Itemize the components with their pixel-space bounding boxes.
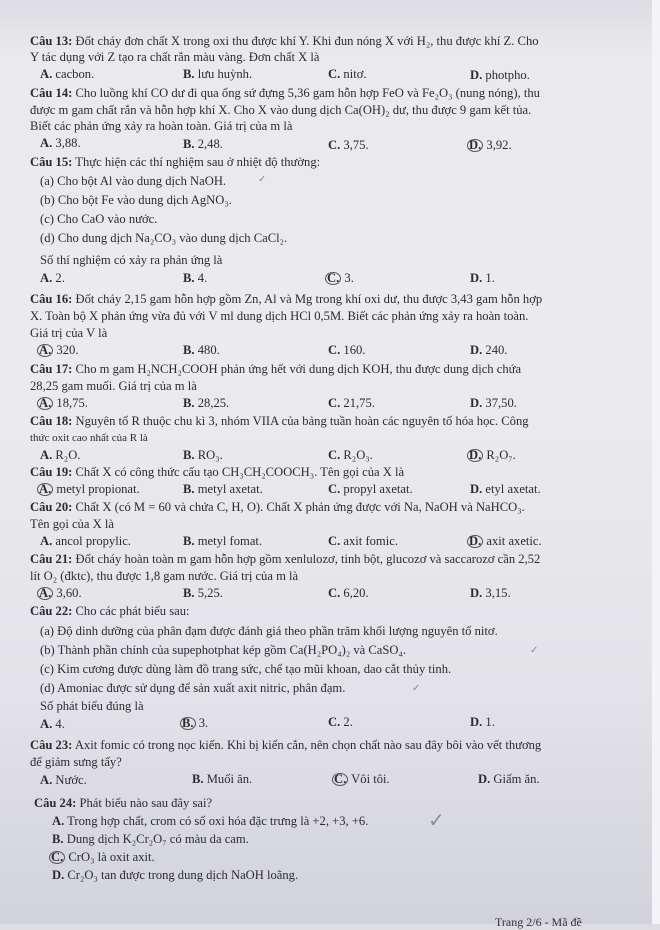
option-d: D. 1. xyxy=(470,271,495,285)
statement-b: (b) Thành phần chính của supephotphat kép gồm Ca(H₂PO₄)₂ và CaSO₄. xyxy=(40,643,407,657)
option-a: A. 2. xyxy=(40,271,65,285)
statement-c: (c) Cho CaO vào nước. xyxy=(40,212,158,226)
question-15-line: Câu 15: Thực hiện các thí nghiệm sau ở nhiệt độ thường: xyxy=(30,155,321,169)
question-23-line: để giảm sưng tấy? xyxy=(30,755,122,769)
option-b: B. metyl fomat. xyxy=(183,534,263,548)
option-c: C. 160. xyxy=(328,343,366,357)
question-20-line: Tên gọi của X là xyxy=(30,517,114,531)
question-18-line: Câu 18: Nguyên tố R thuộc chu kì 3, nhóm VIIA của bảng tuần hoàn các nguyên tố hóa học. Công xyxy=(30,414,529,428)
option-a: A. Trong hợp chất, crom có số oxi hóa đặc trưng là +2, +3, +6. xyxy=(52,814,369,828)
option-c-selected: C. 3. xyxy=(327,271,354,285)
option-d: D. etyl axetat. xyxy=(470,482,541,496)
question-16-line: X. Toàn bộ X phản ứng vừa đủ với V ml dung dịch HCl 0,5M. Biết các phản ứng xảy ra hoàn toàn. xyxy=(30,309,529,323)
option-d: D. 240. xyxy=(470,343,508,357)
option-b: B. metyl axetat. xyxy=(183,482,263,496)
option-b: B. RO₃. xyxy=(183,448,223,462)
option-b-selected: B. 3. xyxy=(182,716,209,730)
question-20-line: Câu 20: Chất X (có M = 60 và chứa C, H, O). Chất X phản ứng được với Na, NaOH và NaHCO₃. xyxy=(30,500,525,514)
question-18-line: thức oxit cao nhất của R là xyxy=(30,432,148,444)
option-c: C. R₂O₃. xyxy=(328,448,373,462)
option-b: B. 4. xyxy=(183,271,208,285)
option-b: B. Dung dịch K₂Cr₂O₇ có màu da cam. xyxy=(52,832,249,846)
question-19-line: Câu 19: Chất X có công thức cấu tạo CH₃CH₂COOCH₃. Tên gọi của X là xyxy=(30,465,405,479)
option-b: B. Muối ăn. xyxy=(192,772,253,786)
option-d: D. Giấm ăn. xyxy=(478,772,540,786)
question-16-line: Câu 16: Đốt cháy 2,15 gam hỗn hợp gồm Zn, Al và Mg trong khí oxi dư, thu được 3,43 gam hỗn hợp xyxy=(30,292,543,306)
option-a-selected: A. 18,75. xyxy=(39,396,88,410)
option-d-selected: D. axit axetic. xyxy=(469,534,542,548)
option-b: B. 2,48. xyxy=(183,137,223,151)
option-c: C. 21,75. xyxy=(328,396,375,410)
question-17-line: Câu 17: Cho m gam H₂NCH₂COOH phản ứng hết với dung dịch KOH, thu được dung dịch chứa xyxy=(30,362,522,376)
question-24-line: Câu 24: Phát biểu nào sau đây sai? xyxy=(34,796,213,810)
option-b: B. 28,25. xyxy=(183,396,230,410)
option-b: B. lưu huỳnh. xyxy=(183,67,253,81)
question-21-line: Câu 21: Đốt cháy hoàn toàn m gam hỗn hợp gồm xenlulozơ, tinh bột, glucozơ và saccarozơ cần 2,52 xyxy=(30,552,541,566)
check-mark-icon: ✓ xyxy=(530,645,539,656)
option-c-selected: C. CrO₃ là oxit axit. xyxy=(51,850,155,864)
option-c: C. propyl axetat. xyxy=(328,482,413,496)
statement-d: (d) Amoniac được sử dụng để sản xuất axit nitric, phân đạm. xyxy=(40,681,346,695)
option-a: A. ancol propylic. xyxy=(40,534,131,548)
question-17-line: 28,25 gam muối. Giá trị của m là xyxy=(30,379,197,393)
option-d-selected: D. 3,92. xyxy=(469,138,512,152)
option-a: A. 4. xyxy=(40,717,65,731)
option-c: C. 3,75. xyxy=(328,138,369,152)
option-d: D. Cr₂O₃ tan được trong dung dịch NaOH loãng. xyxy=(52,868,299,882)
statement-a: (a) Cho bột Al vào dung dịch NaOH. xyxy=(40,174,227,188)
option-c: C. axit fomic. xyxy=(328,534,398,548)
statement-c: (c) Kim cương được dùng làm đồ trang sức, chế tạo mũi khoan, dao cắt thủy tinh. xyxy=(40,662,452,676)
statement-d: (d) Cho dung dịch Na₂CO₃ vào dung dịch CaCl₂. xyxy=(40,231,288,245)
question-13-line: Câu 13: Đốt cháy đơn chất X trong oxi thu được khí Y. Khi đun nóng X với H₂, thu được khí Z. Cho xyxy=(30,34,539,48)
question-23-line: Câu 23: Axit fomic có trong nọc kiến. Khi bị kiến cắn, nên chọn chất nào sau đây bôi vào vết thương xyxy=(30,738,542,752)
option-b: B. 480. xyxy=(183,343,220,357)
option-d: D. 37,50. xyxy=(470,396,517,410)
option-d: D. 1. xyxy=(470,715,495,729)
statement-a: (a) Độ dinh dưỡng của phân đạm được đánh giá theo phần trăm khối lượng nguyên tố nitơ. xyxy=(40,624,498,638)
option-a-selected: A. 3,60. xyxy=(39,586,82,600)
paper-edge xyxy=(652,0,660,924)
option-a: A. 3,88. xyxy=(40,136,81,150)
check-mark-icon: ✓ xyxy=(428,808,445,832)
question-prompt: Số phát biểu đúng là xyxy=(40,699,144,713)
check-mark-icon: ✓ xyxy=(258,174,267,185)
option-c: C. 6,20. xyxy=(328,586,369,600)
question-22-line: Câu 22: Cho các phát biểu sau: xyxy=(30,604,190,618)
check-mark-icon: ✓ xyxy=(412,683,421,694)
option-d-selected: D. R₂O₇. xyxy=(469,448,516,462)
statement-b: (b) Cho bột Fe vào dung dịch AgNO₃. xyxy=(40,193,232,207)
option-b: B. 5,25. xyxy=(183,586,223,600)
option-a: A. cacbon. xyxy=(40,67,95,81)
question-13-line: Y tác dụng với Z tạo ra chất rắn màu vàng. Đơn chất X là xyxy=(30,50,320,64)
question-21-line: lít O₂ (đktc), thu được 1,8 gam nước. Giá trị của m là xyxy=(30,569,299,583)
option-a-selected: A. 320. xyxy=(39,343,79,357)
option-d: D. photpho. xyxy=(470,68,530,82)
option-d: D. 3,15. xyxy=(470,586,511,600)
option-a: A. R₂O. xyxy=(40,448,81,462)
question-prompt: Số thí nghiệm có xảy ra phản ứng là xyxy=(40,253,223,267)
question-14-line: Câu 14: Cho luồng khí CO dư đi qua ống sứ đựng 5,36 gam hỗn hợp FeO và Fe₂O₃ (nung nóng), thu xyxy=(30,86,540,100)
option-c: C. 2. xyxy=(328,715,353,729)
option-c: C. nitơ. xyxy=(328,67,367,81)
option-a: A. Nước. xyxy=(40,773,87,787)
page-footer: Trang 2/6 - Mã đề xyxy=(495,915,582,929)
question-16-line: Giá trị của V là xyxy=(30,326,108,340)
option-c-selected: C. Vôi tôi. xyxy=(334,772,390,786)
option-a-selected: A. metyl propionat. xyxy=(39,482,140,496)
question-14-line: được m gam chất rắn và hỗn hợp khí X. Cho X vào dung dịch Ca(OH)₂ dư, thu được 9 gam kết tủa. xyxy=(30,103,532,117)
question-14-line: Biết các phản ứng xảy ra hoàn toàn. Giá trị của m là xyxy=(30,119,293,133)
